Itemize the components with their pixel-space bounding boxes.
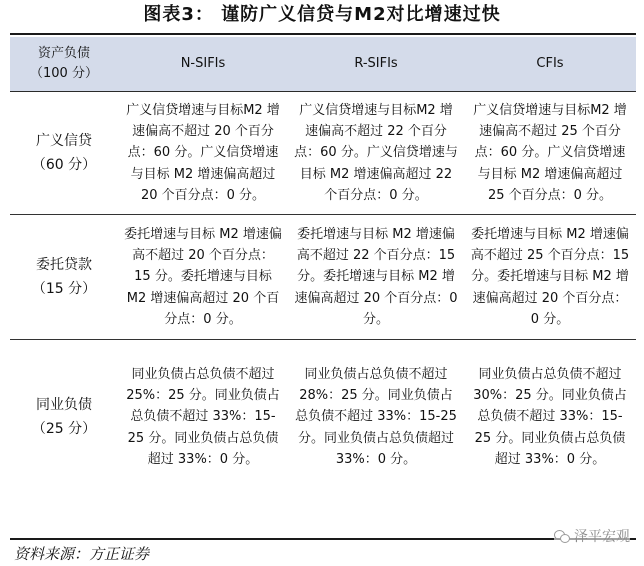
wechat-icon <box>554 530 570 542</box>
bottom-rule <box>10 538 636 540</box>
watermark-text: 泽平宏观 <box>574 529 630 545</box>
table-cell: 广义信贷增速与目标M2 增速偏高不超过 22 个百分点：60 分。广义信贷增速与目标 M2 增速偏高超过 22 个百分点：0 分。 <box>294 102 458 203</box>
table-cell: 同业负债占总负债不超过 25%：25 分。同业负债占总负债不超过 33%：15-25 分。同业负债占总负债超过 33%：0 分。 <box>118 340 288 495</box>
table-cell: 委托增速与目标 M2 增速偏高不超过 22 个百分点：15 分。委托增速与目标 M2 增速偏高超过 20 个百分点：0 分。 <box>288 215 464 340</box>
row-label <box>10 340 118 495</box>
row-label <box>10 92 118 215</box>
table-row-entrusted-loans <box>10 215 636 340</box>
table-cell: 委托增速与目标 M2 增速偏高不超过 20 个百分点：15 分。委托增速与目标 M2 增速偏高超过 20 个百分点：0 分。 <box>118 215 288 340</box>
header-row-label-line1: 资产负债 <box>37 46 90 61</box>
header-row-label-line2: （100 分） <box>30 66 98 81</box>
row-label-score: （60 分） <box>31 157 97 173</box>
table-cell: 广义信贷增速与目标M2 增速偏高不超过 20 个百分点：60 分。广义信贷增速与目标 M2 增速偏高超过 20 个百分点：0 分。 <box>126 102 280 203</box>
row-label <box>10 215 118 340</box>
table-cell: 广义信贷增速与目标M2 增速偏高不超过 25 个百分点：60 分。广义信贷增速与目标 M2 增速偏高超过 25 个百分点：0 分。 <box>473 102 627 203</box>
table-row-interbank-liabilities <box>10 340 636 495</box>
figure-title: 图表3： 谨防广义信贷与M2对比增速过快 <box>143 4 501 25</box>
table-cell: 同业负债占总负债不超过 28%：25 分。同业负债占总负债不超过 33%：15-25 分。同业负债占总负债超过 33%：0 分。 <box>288 340 464 495</box>
row-label-score: （15 分） <box>31 281 97 297</box>
table-cell: 同业负债占总负债不超过 30%：25 分。同业负债占总负债不超过 33%：15-25 分。同业负债占总负债超过 33%：0 分。 <box>464 340 636 495</box>
row-label-name: 委托贷款 <box>36 257 92 273</box>
header-col-rsifis: R-SIFIs <box>288 37 464 92</box>
watermark <box>554 526 630 546</box>
top-rule <box>10 33 636 35</box>
header-row <box>10 37 636 92</box>
table-row-general-credit <box>10 92 636 215</box>
row-label-name: 同业负债 <box>36 397 92 413</box>
header-row-label <box>10 37 118 92</box>
header-col-nsifis: N-SIFIs <box>118 37 288 92</box>
header-col-cfis: CFIs <box>464 37 636 92</box>
row-label-score: （25 分） <box>31 421 97 437</box>
row-label-name: 广义信贷 <box>36 133 92 149</box>
scoring-table <box>10 37 636 494</box>
table-cell: 委托增速与目标 M2 增速偏高不超过 25 个百分点：15 分。委托增速与目标 M2 增速偏高超过 20 个百分点：0 分。 <box>464 215 636 340</box>
source-note: 资料来源：方正证券 <box>14 545 150 563</box>
